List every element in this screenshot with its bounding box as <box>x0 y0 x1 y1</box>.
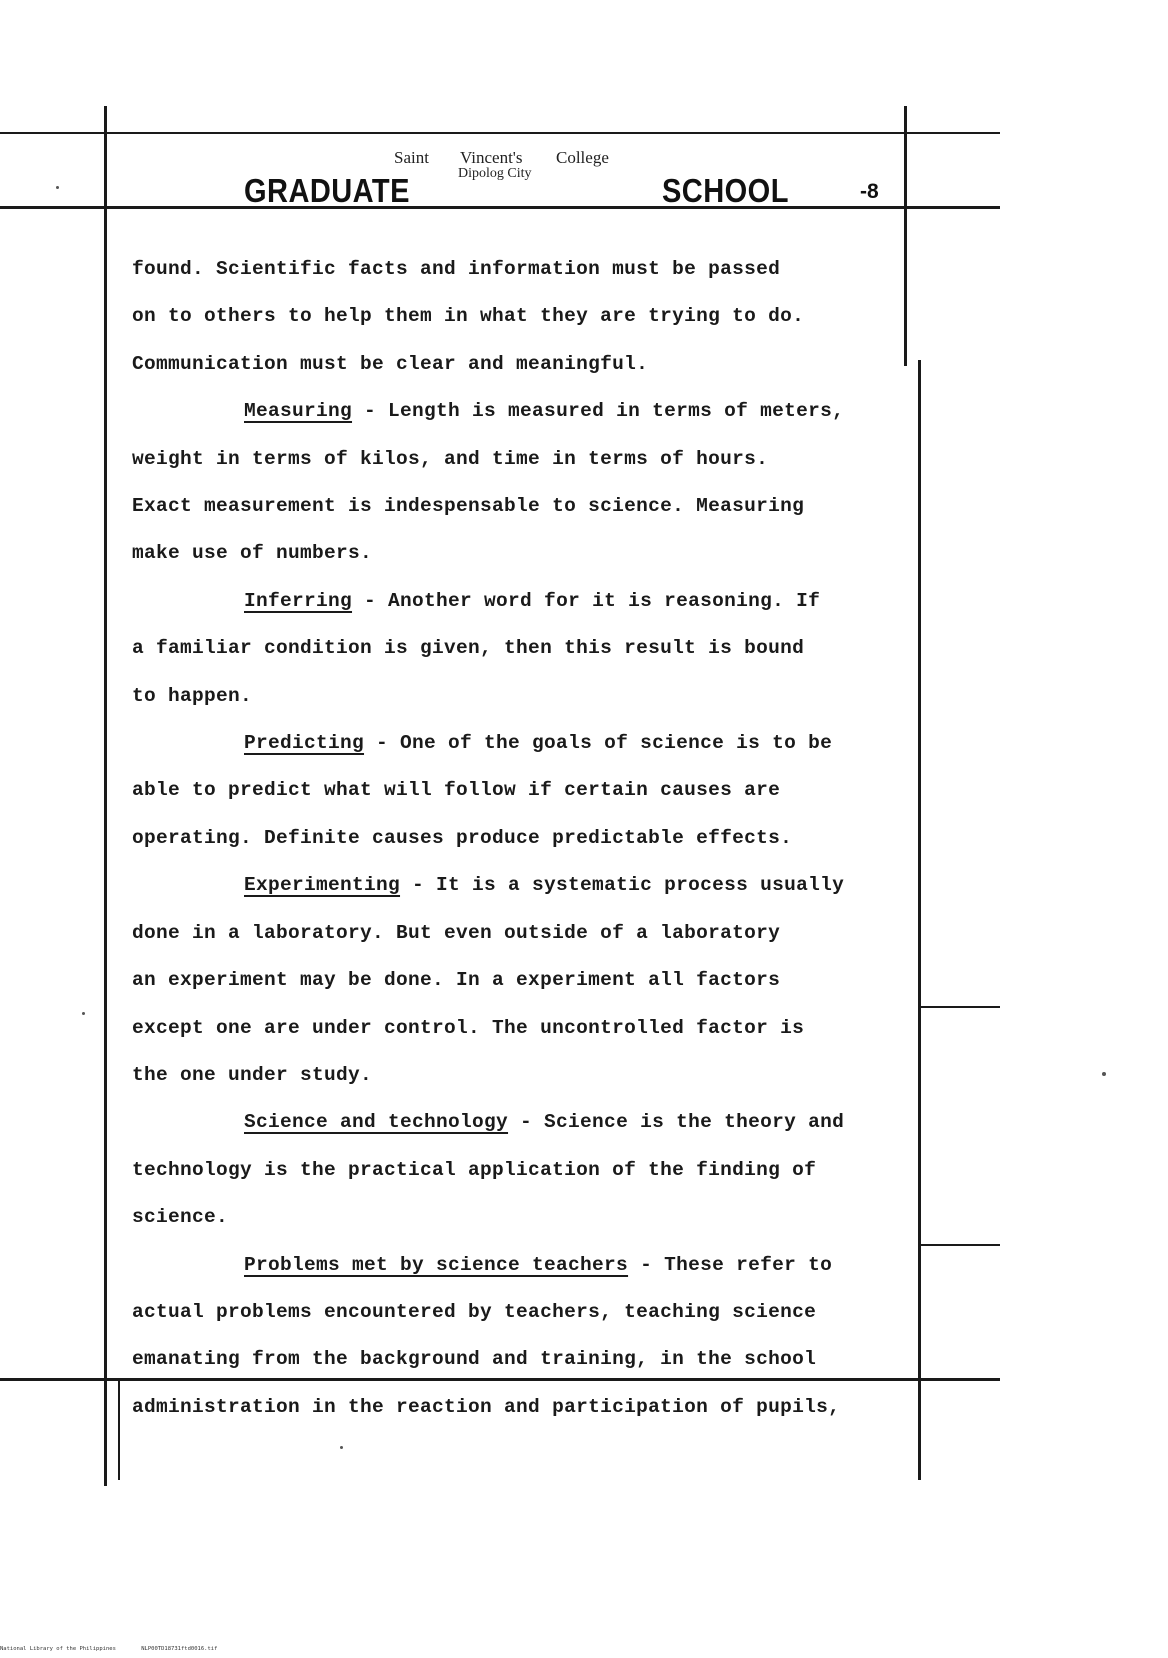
text-line: actual problems encountered by teachers, teaching science <box>132 1300 817 1323</box>
term-measuring: Measuring <box>244 400 353 423</box>
text-line: technology is the practical application of the finding of <box>132 1158 817 1181</box>
text-line: the one under study. <box>132 1063 373 1086</box>
text-line: Exact measurement is indespensable to science. Measuring <box>132 495 805 518</box>
scan-speck <box>340 1446 343 1449</box>
scan-speck <box>82 1012 85 1015</box>
header-rule <box>0 206 1000 209</box>
paragraph-first-line: Predicting - One of the goals of science is to be <box>244 732 833 755</box>
top-rule <box>0 132 1000 134</box>
college-saint: Saint <box>394 148 429 167</box>
scan-speck <box>1102 1072 1106 1076</box>
text-line: weight in terms of kilos, and time in terms of hours. <box>132 447 769 470</box>
text-line: done in a laboratory. But even outside of a laboratory <box>132 921 781 944</box>
body-text <box>132 246 962 1431</box>
text-line: Communication must be clear and meaningful. <box>132 352 649 375</box>
scan-speck <box>56 186 59 189</box>
term-science-technology: Science and technology <box>244 1111 509 1134</box>
term-experimenting: Experimenting <box>244 874 401 897</box>
paragraph-first-line: Problems met by science teachers - These refer to <box>244 1253 833 1276</box>
text-line: an experiment may be done. In a experiment all factors <box>132 969 781 992</box>
college-city: Dipolog City <box>458 166 532 181</box>
text-line: found. Scientific facts and information must be passed <box>132 258 781 280</box>
header-school: SCHOOL <box>662 172 789 209</box>
paragraph-first-line: Inferring - Another word for it is reasoning. If <box>244 589 821 612</box>
header-graduate: GRADUATE <box>244 172 410 209</box>
text-line: operating. Definite causes produce predictable effects. <box>132 826 793 849</box>
text-line: except one are under control. The uncontrolled factor is <box>132 1016 805 1039</box>
term-predicting: Predicting <box>244 732 365 755</box>
college-vincents: Vincent's <box>460 148 523 167</box>
scan-footer <box>0 1646 239 1652</box>
paragraph-first-line: Experimenting - It is a systematic process usually <box>244 874 845 897</box>
file-id: NLP00TD18731ftd0016.tif <box>141 1646 218 1652</box>
inner-left-line <box>118 1380 120 1480</box>
text-line: make use of numbers. <box>132 542 373 565</box>
term-problems: Problems met by science teachers <box>244 1253 629 1276</box>
paragraph-first-line: Science and technology - Science is the theory and <box>244 1111 845 1134</box>
text-line: a familiar condition is given, then this result is bound <box>132 637 805 660</box>
text-line: administration in the reaction and participation of pupils, <box>132 1395 841 1418</box>
left-margin-line <box>104 106 107 1486</box>
text-line: on to others to help them in what they are trying to do. <box>132 305 805 328</box>
page-number: -8 <box>860 180 879 203</box>
text-line: science. <box>132 1206 229 1229</box>
term-inferring: Inferring <box>244 589 353 612</box>
library-credit: National Library of the Philippines <box>0 1646 116 1652</box>
text-line: able to predict what will follow if certain causes are <box>132 779 781 802</box>
text-line: to happen. <box>132 684 253 707</box>
college-college: College <box>556 148 609 167</box>
paragraph-first-line: Measuring - Length is measured in terms of meters, <box>244 400 845 423</box>
text-line: emanating from the background and training, in the school <box>132 1348 817 1371</box>
